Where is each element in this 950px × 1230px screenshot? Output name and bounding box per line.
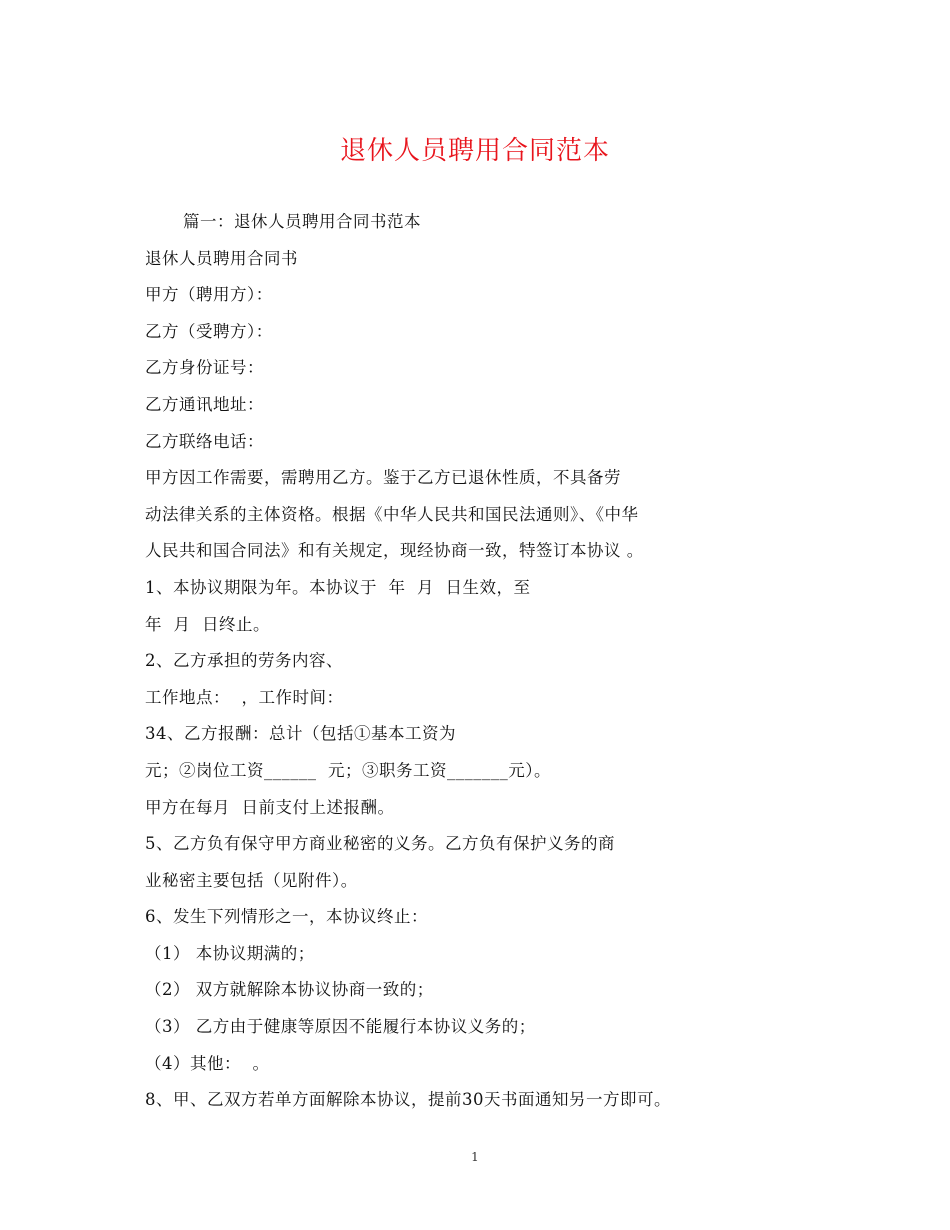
preamble-line: 人民共和国合同法》和有关规定，现经协商一致，特签订本协议 。	[145, 541, 644, 561]
list-item: （1） 本协议期满的；	[145, 943, 315, 963]
party-b-phone-field: 乙方联络电话：	[145, 431, 264, 451]
clause-line: 6、发生下列情形之一，本协议终止：	[145, 907, 428, 927]
party-a-field: 甲方（聘用方）：	[145, 285, 273, 305]
party-b-address-field: 乙方通讯地址：	[145, 394, 264, 414]
clause-line: 34、乙方报酬：总计（包括①基本工资为	[145, 724, 456, 744]
clause-line: 2、乙方承担的劳务内容、	[145, 651, 343, 671]
contract-name: 退休人员聘用合同书	[145, 248, 298, 268]
preamble-line: 动法律关系的主体资格。根据《中华人民共和国民法通则》、《中华	[145, 504, 639, 524]
section-heading: 篇一：退休人员聘用合同书范本	[183, 212, 421, 231]
list-item: （3） 乙方由于健康等原因不能履行本协议义务的；	[145, 1017, 536, 1037]
party-b-field: 乙方（受聘方）：	[145, 321, 273, 341]
document-title: 退休人员聘用合同范本	[339, 136, 610, 166]
party-b-id-field: 乙方身份证号：	[145, 358, 264, 378]
clause-line: 工作地点： ，工作时间：	[145, 687, 344, 707]
document-body	[145, 204, 845, 1119]
clause-line: 业秘密主要包括（见附件）。	[145, 870, 358, 890]
list-item: （2） 双方就解除本协议协商一致的；	[145, 980, 434, 1000]
clause-line: 1、本协议期限为年。本协议于 年 月 日生效，至	[145, 577, 531, 597]
clause-line: 甲方在每月 日前支付上述报酬。	[145, 797, 395, 817]
clause-line: 8、甲、乙双方若单方面解除本协议，提前30天书面通知另一方即可。	[145, 1090, 671, 1110]
page-number: 1	[471, 1150, 479, 1164]
preamble-line: 甲方因工作需要，需聘用乙方。鉴于乙方已退休性质，不具备劳	[145, 468, 621, 488]
list-item: （4）其他： 。	[145, 1053, 270, 1073]
clause-line: 元；②岗位工资______ 元；③职务工资_______元）。	[145, 760, 551, 780]
clause-line: 年 月 日终止。	[145, 614, 270, 634]
clause-line: 5、乙方负有保守甲方商业秘密的义务。乙方负有保护义务的商	[145, 834, 615, 854]
